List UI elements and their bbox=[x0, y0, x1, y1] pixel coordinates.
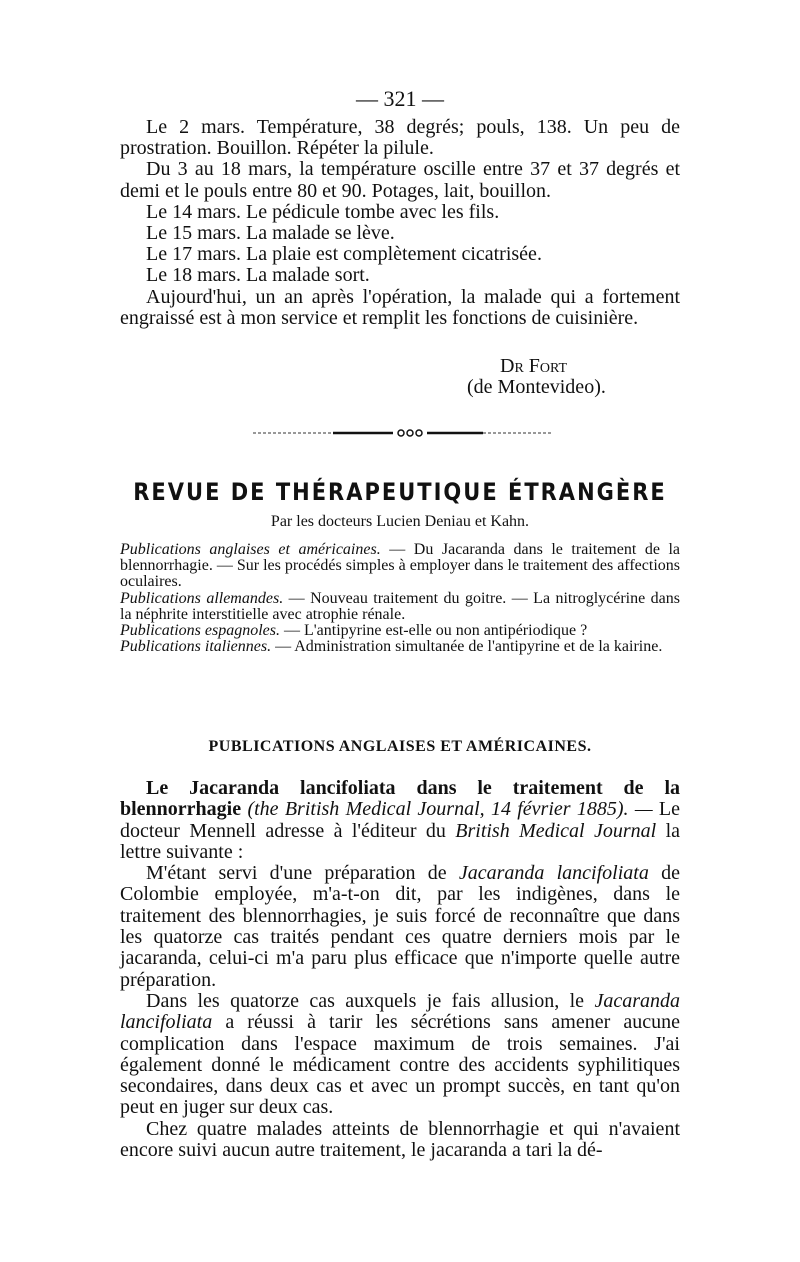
publication-label: Publications espagnoles. bbox=[120, 622, 280, 640]
publication-text: — Du Jacaranda dans le traitement de la blennorrhagie. — Sur les procédés simples à employer dans le traitement des affections oculaires. bbox=[120, 541, 681, 591]
signature-place: (de Montevideo). bbox=[467, 376, 606, 398]
publication-entry bbox=[120, 623, 680, 639]
publication-text: — Administration simultanée de l'antipyrine et de la kairine. bbox=[271, 638, 663, 656]
case-paragraph: Du 3 au 18 mars, la température oscille entre 37 et 37 degrés et demi et le pouls entre 80 et 90. Potages, lait, bouillon. bbox=[120, 158, 680, 202]
section-title: REVUE DE THÉRAPEUTIQUE ÉTRANGÈRE bbox=[133, 478, 667, 506]
publication-entry bbox=[120, 639, 680, 655]
publication-label: Publications italiennes. bbox=[120, 638, 272, 656]
case-paragraph: Le 17 mars. La plaie est complètement cicatrisée. bbox=[146, 243, 542, 266]
publication-label: Publications allemandes. bbox=[120, 589, 284, 607]
ornamental-divider bbox=[253, 428, 553, 438]
publication-label: Publications anglaises et américaines. bbox=[120, 541, 381, 558]
publication-entry bbox=[120, 591, 680, 623]
signature-name: Dr Fort bbox=[500, 355, 568, 377]
publications-summary bbox=[120, 542, 680, 655]
text-span: Dans les quatorze cas auxquels je fais allusion, le bbox=[146, 989, 595, 1012]
article-title: Le Jacaranda lancifoliata dans le traitement de la blennorrhagie bbox=[120, 777, 680, 821]
publication-entry bbox=[120, 542, 680, 591]
case-paragraph: Le 15 mars. La malade se lève. bbox=[146, 222, 395, 245]
case-paragraph: Le 18 mars. La malade sort. bbox=[146, 264, 370, 287]
article-paragraph bbox=[120, 863, 680, 991]
article-heading-paragraph bbox=[120, 778, 680, 863]
text-span: de Colombie employée, m'a-t-on dit, par les indigènes, dans le traitement des blennorrhagies, je suis forcé de reconnaître que dans les quatorze cas traités pendant ces quatre derniers mois par le jacaranda, celui-ci m'a paru plus efficace que n'importe quelle autre préparation. bbox=[120, 862, 680, 991]
publication-text: — Nouveau traitement du goitre. — La nitroglycérine dans la néphrite interstitielle avec atrophie rénale. bbox=[120, 589, 680, 623]
article-intro: Le docteur Mennell adresse à l'éditeur du bbox=[120, 798, 681, 842]
plant-name: Jacaranda lancifoliata bbox=[120, 989, 680, 1034]
article-paragraph: Chez quatre malades atteints de blennorrhagie et qui n'avaient encore suivi aucun autre traitement, le jacaranda a tari la dé- bbox=[120, 1117, 680, 1162]
article-source: (the British Medical Journal, 14 février 1885). — bbox=[247, 798, 653, 821]
article-intro-end: la lettre suivante : bbox=[120, 819, 681, 863]
plant-name: Jacaranda lancifoliata bbox=[458, 862, 649, 885]
byline: Par les docteurs Lucien Deniau et Kahn. bbox=[270, 513, 530, 530]
page-number: — 321 — bbox=[356, 86, 444, 111]
journal-name: British Medical Journal bbox=[455, 819, 657, 842]
article-body bbox=[120, 778, 680, 1161]
article-paragraph bbox=[120, 991, 680, 1119]
case-notes bbox=[120, 117, 680, 329]
case-paragraph: Le 2 mars. Température, 38 degrés; pouls, 138. Un peu de prostration. Bouillon. Répéter la pilule. bbox=[120, 116, 680, 160]
text-span: M'étant servi d'une préparation de bbox=[146, 862, 459, 885]
case-paragraph: Aujourd'hui, un an après l'opération, la malade qui a fortement engraissé est à mon service et remplit les fonctions de cuisinière. bbox=[120, 285, 680, 329]
case-paragraph: Le 14 mars. Le pédicule tombe avec les fils. bbox=[146, 200, 500, 223]
publication-text: — L'antipyrine est-elle ou non antipériodique ? bbox=[279, 622, 588, 640]
text-span: a réussi à tarir les sécrétions sans amener aucune complication dans l'espace maximum de trois semaines. J'ai également donné le médicament contre des accidents syphilitiques secondaires, dans deux cas et avec un prompt succès, en tant qu'on peut en juger sur deux cas. bbox=[120, 1011, 680, 1119]
sub-heading: PUBLICATIONS ANGLAISES ET AMÉRICAINES. bbox=[208, 738, 592, 755]
